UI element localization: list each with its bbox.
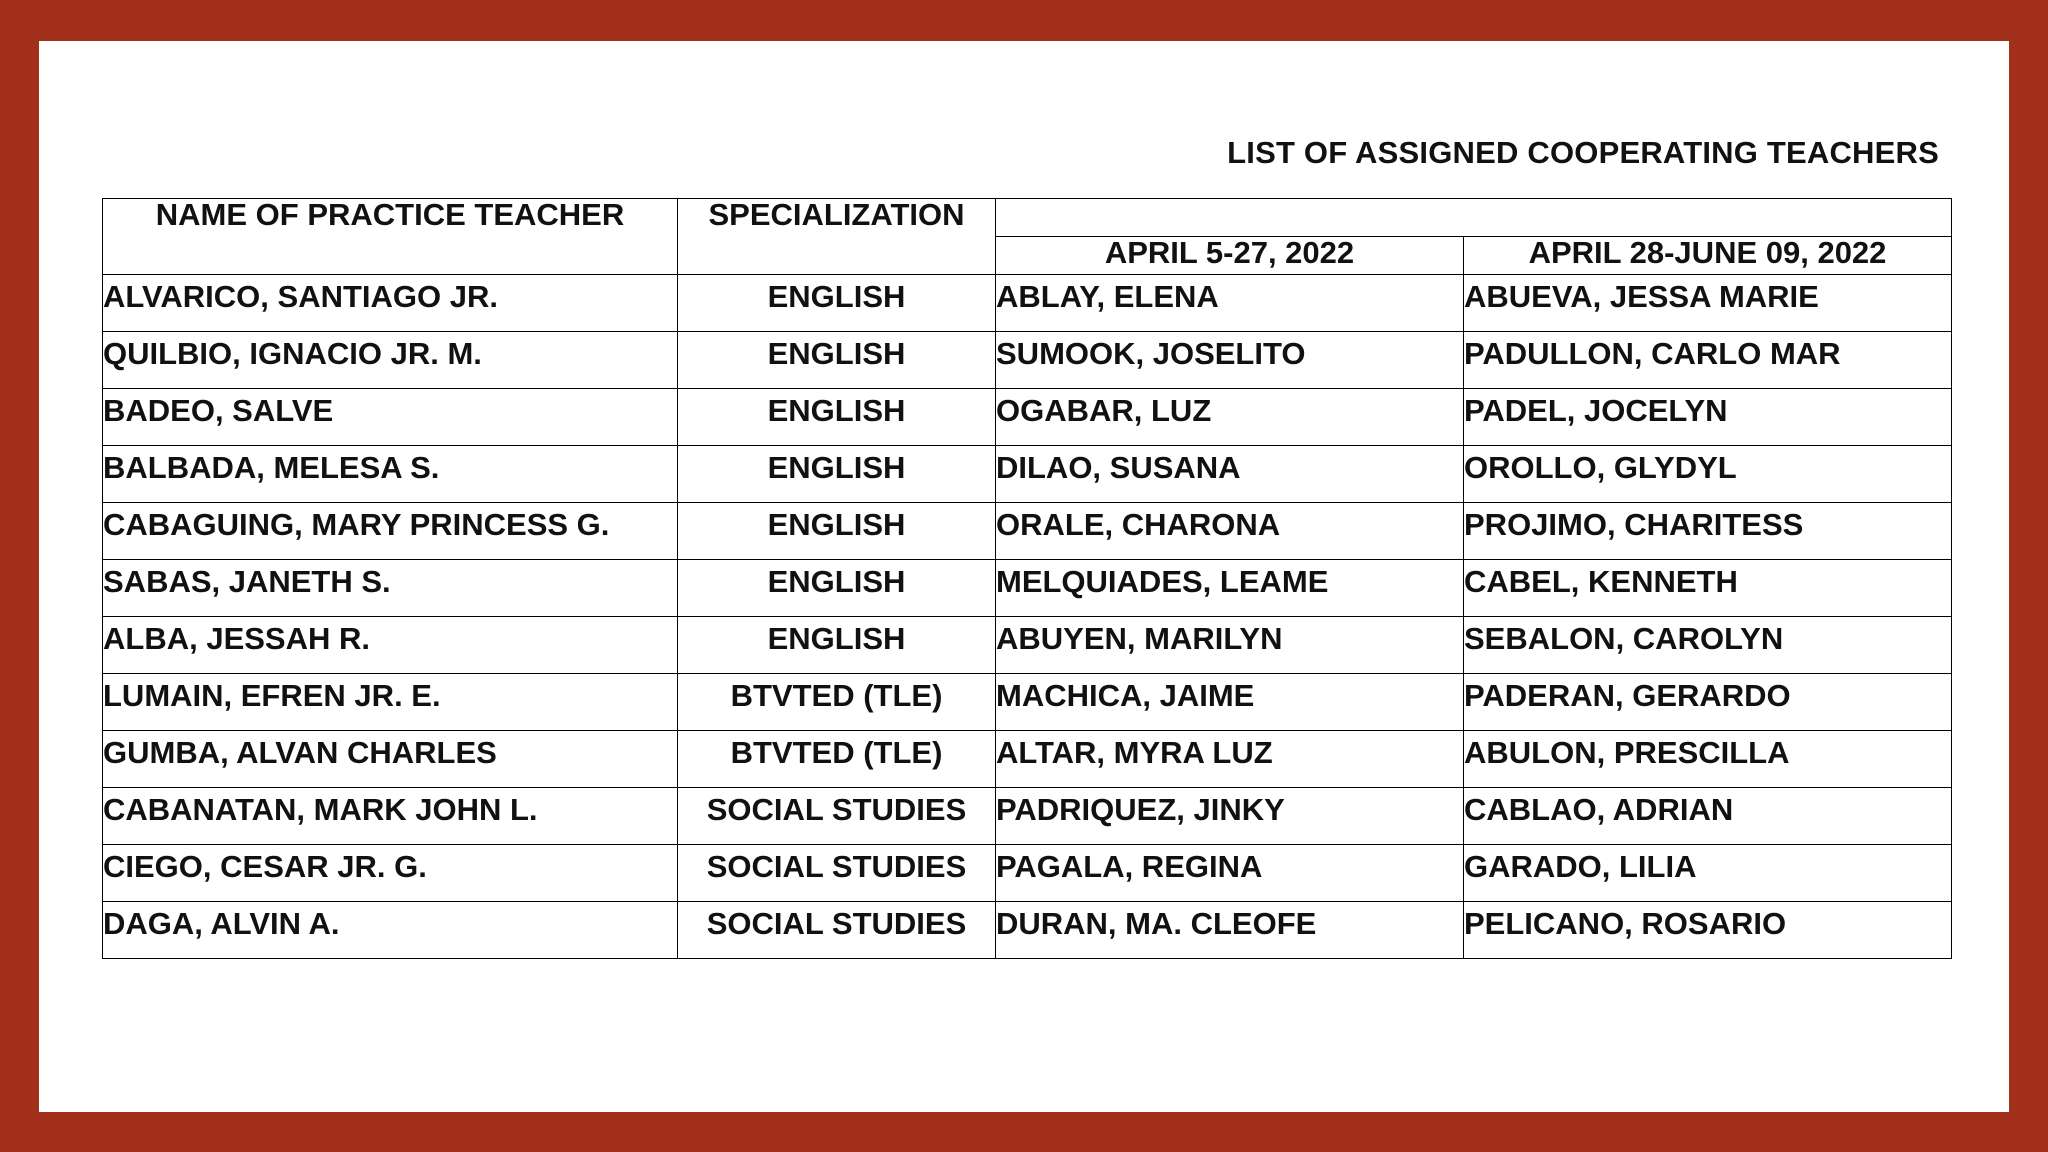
specialization-cell: ENGLISH: [678, 446, 996, 503]
practice-teacher-cell: LUMAIN, EFREN JR. E.: [103, 674, 678, 731]
cooperating-teacher-period-1-cell: ALTAR, MYRA LUZ: [996, 731, 1464, 788]
cooperating-teacher-period-1-cell: DURAN, MA. CLEOFE: [996, 902, 1464, 959]
cooperating-teacher-period-2-cell: PADEL, JOCELYN: [1464, 389, 1952, 446]
specialization-cell: ENGLISH: [678, 332, 996, 389]
cooperating-teacher-period-1-cell: MACHICA, JAIME: [996, 674, 1464, 731]
table-row: [103, 902, 1952, 959]
cooperating-teacher-period-2-cell: CABEL, KENNETH: [1464, 560, 1952, 617]
cooperating-teacher-period-1-cell: ABUYEN, MARILYN: [996, 617, 1464, 674]
header-period-1: APRIL 5-27, 2022: [996, 237, 1464, 275]
specialization-cell: ENGLISH: [678, 617, 996, 674]
table-row: [103, 617, 1952, 674]
practice-teacher-cell: DAGA, ALVIN A.: [103, 902, 678, 959]
cooperating-teacher-period-2-cell: PADERAN, GERARDO: [1464, 674, 1952, 731]
cooperating-teacher-period-2-cell: SEBALON, CAROLYN: [1464, 617, 1952, 674]
table-row: [103, 845, 1952, 902]
header-practice-teacher: NAME OF PRACTICE TEACHER: [103, 199, 678, 275]
practice-teacher-cell: CABAGUING, MARY PRINCESS G.: [103, 503, 678, 560]
header-specialization: SPECIALIZATION: [678, 199, 996, 275]
specialization-cell: ENGLISH: [678, 275, 996, 332]
table-row: [103, 560, 1952, 617]
practice-teacher-cell: GUMBA, ALVAN CHARLES: [103, 731, 678, 788]
table-row: [103, 275, 1952, 332]
cooperating-teacher-period-1-cell: PADRIQUEZ, JINKY: [996, 788, 1464, 845]
cooperating-teacher-period-2-cell: PELICANO, ROSARIO: [1464, 902, 1952, 959]
header-period-2: APRIL 28-JUNE 09, 2022: [1464, 237, 1952, 275]
practice-teacher-cell: BALBADA, MELESA S.: [103, 446, 678, 503]
practice-teacher-cell: QUILBIO, IGNACIO JR. M.: [103, 332, 678, 389]
cooperating-teacher-period-2-cell: PADULLON, CARLO MAR: [1464, 332, 1952, 389]
practice-teacher-cell: ALBA, JESSAH R.: [103, 617, 678, 674]
specialization-cell: ENGLISH: [678, 560, 996, 617]
cooperating-teacher-period-1-cell: SUMOOK, JOSELITO: [996, 332, 1464, 389]
specialization-cell: SOCIAL STUDIES: [678, 845, 996, 902]
table-row: [103, 788, 1952, 845]
cooperating-teacher-period-1-cell: OGABAR, LUZ: [996, 389, 1464, 446]
table-row: [103, 389, 1952, 446]
practice-teacher-cell: CIEGO, CESAR JR. G.: [103, 845, 678, 902]
cooperating-teacher-period-2-cell: OROLLO, GLYDYL: [1464, 446, 1952, 503]
cooperating-teacher-period-2-cell: CABLAO, ADRIAN: [1464, 788, 1952, 845]
specialization-cell: ENGLISH: [678, 503, 996, 560]
cooperating-teacher-period-1-cell: PAGALA, REGINA: [996, 845, 1464, 902]
cooperating-teacher-period-2-cell: GARADO, LILIA: [1464, 845, 1952, 902]
document-title: LIST OF ASSIGNED COOPERATING TEACHERS: [1227, 135, 1939, 170]
cooperating-teacher-period-2-cell: ABUEVA, JESSA MARIE: [1464, 275, 1952, 332]
header-blank: [996, 199, 1952, 237]
specialization-cell: SOCIAL STUDIES: [678, 788, 996, 845]
practice-teacher-cell: ALVARICO, SANTIAGO JR.: [103, 275, 678, 332]
practice-teacher-cell: SABAS, JANETH S.: [103, 560, 678, 617]
table-row: [103, 503, 1952, 560]
specialization-cell: BTVTED (TLE): [678, 674, 996, 731]
cooperating-teacher-period-1-cell: DILAO, SUSANA: [996, 446, 1464, 503]
specialization-cell: BTVTED (TLE): [678, 731, 996, 788]
practice-teacher-cell: CABANATAN, MARK JOHN L.: [103, 788, 678, 845]
slide-content: [39, 41, 2009, 1112]
table-row: [103, 731, 1952, 788]
cooperating-teacher-period-1-cell: MELQUIADES, LEAME: [996, 560, 1464, 617]
specialization-cell: ENGLISH: [678, 389, 996, 446]
specialization-cell: SOCIAL STUDIES: [678, 902, 996, 959]
cooperating-teacher-period-1-cell: ORALE, CHARONA: [996, 503, 1464, 560]
cooperating-teacher-period-1-cell: ABLAY, ELENA: [996, 275, 1464, 332]
table-row: [103, 446, 1952, 503]
practice-teacher-cell: BADEO, SALVE: [103, 389, 678, 446]
cooperating-teacher-period-2-cell: ABULON, PRESCILLA: [1464, 731, 1952, 788]
table-row: [103, 674, 1952, 731]
table-row: [103, 332, 1952, 389]
header-row-top: [103, 199, 1952, 237]
cooperating-teacher-period-2-cell: PROJIMO, CHARITESS: [1464, 503, 1952, 560]
assignment-table: [102, 198, 1952, 959]
